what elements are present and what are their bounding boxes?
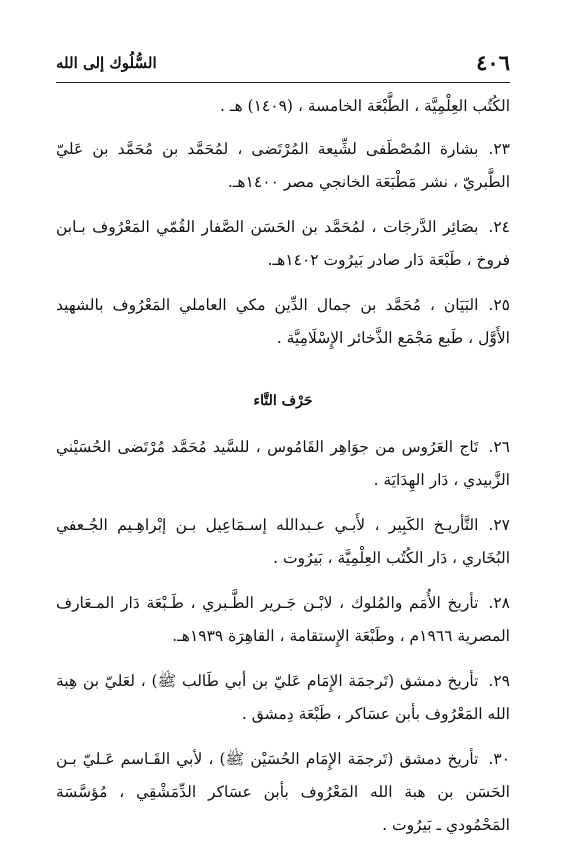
entry-number: ٢٤. — [488, 218, 510, 236]
section-heading: حَرْف التَّاء — [253, 393, 313, 409]
entry-number: ٢٦. — [488, 438, 510, 456]
entry-number: ٢٧. — [488, 516, 510, 534]
bibliography-entry — [56, 665, 510, 731]
entry-text: بشارة المُصْطَفى لشِّيعة المُرْتَضى ، لمُحَمَّد بن مُحَمَّد بن عَليّ الطَّبريّ ، نشر مَطْبَعَة الخانجي مصر ١٤٠٠هـ. — [56, 140, 510, 191]
bibliography-entry — [56, 509, 510, 575]
entry-text: التَّأريـخ الكَبِير ، لأَبـي عـبدالله إسـمَاعِيل بـن إبْراهِـيم الجُـعفي البُخَاري ، دَار الكُتُب العِلْمِيَّة ، بَيرُوت . — [56, 516, 510, 567]
bibliography-list — [56, 90, 510, 854]
entry-text: بصَائِر الدَّرجَات ، لمُحَمَّد بن الحَسَن الصَّفار القُمّي المَعْرُوف بـابن فروخ ، طَبْعَة دَار صادر بَيرُوت ١٤٠٢هـ. — [56, 218, 510, 269]
continuation-line: الكُتُب العِلْمِيَّة ، الطَّبْعَة الخامسة ، (١٤٠٩) هـ . — [220, 97, 510, 115]
bibliography-entry — [56, 431, 510, 497]
entry-text: تأريخ دمشق (تَرجمَة الإِمَام عَليّ بن أبي طَالب ﷺ) ، لعَليّ بن هِبة الله المَعْرُوف بأبن عسَاكر ، طَبْعَة دِمشق . — [56, 672, 510, 723]
entry-number: ٢٣. — [488, 140, 510, 158]
page-header — [56, 48, 510, 82]
entry-text: البَيَان ، مُحَمَّد بن جمال الدِّين مكي العاملي المَعْرُوف بالشهيد الأَوَّل ، طَبع مَجْمَع الذَّخائر الإِسْلَامِيَّة . — [56, 296, 510, 347]
entry-number: ٣٠. — [488, 750, 510, 768]
bibliography-entry — [56, 587, 510, 653]
entry-text: تأريخ الأُمَم والمُلوك ، لابْـن جَـرير الطَّـبري ، طَـبْعَة دَار المـعَارف المصرية ١٩٦٦م ، وطَبْعَة الإِستقامة ، القاهِرَة ١٩٣٩هـ. — [56, 594, 510, 645]
entry-number: ٢٨. — [488, 594, 510, 612]
bibliography-entry — [56, 289, 510, 355]
page-number: ٤٠٦ — [476, 50, 510, 75]
entry-text: تأريخ دمشق (تَرجمَة الإِمَام الحُسَيْن ﷺ) ، لأبي القَـاسم عَـليّ بـن الحَسَن بن هبة الله المَعْرُوف بأبن عسَاكر الدِّمَشْقِي ، مُؤسَّسَة المَحْمُودي ـ بَيرُوت . — [56, 750, 510, 834]
running-title: السُّلُوك إلى الله — [56, 54, 157, 72]
header-rule — [56, 82, 510, 83]
entry-text: تَاج العَرُوس من جوَاهِر القَامُوس ، للسَّيد مُحَمَّد مُرْتَضى الحُسَيْني الزَّبيدي ، دَار الهِدَايَة . — [56, 438, 510, 489]
bibliography-entry — [56, 133, 510, 199]
entry-number: ٢٩. — [488, 672, 510, 690]
bibliography-entry — [56, 211, 510, 277]
bibliography-entry — [56, 743, 510, 842]
entry-number: ٢٥. — [488, 296, 510, 314]
